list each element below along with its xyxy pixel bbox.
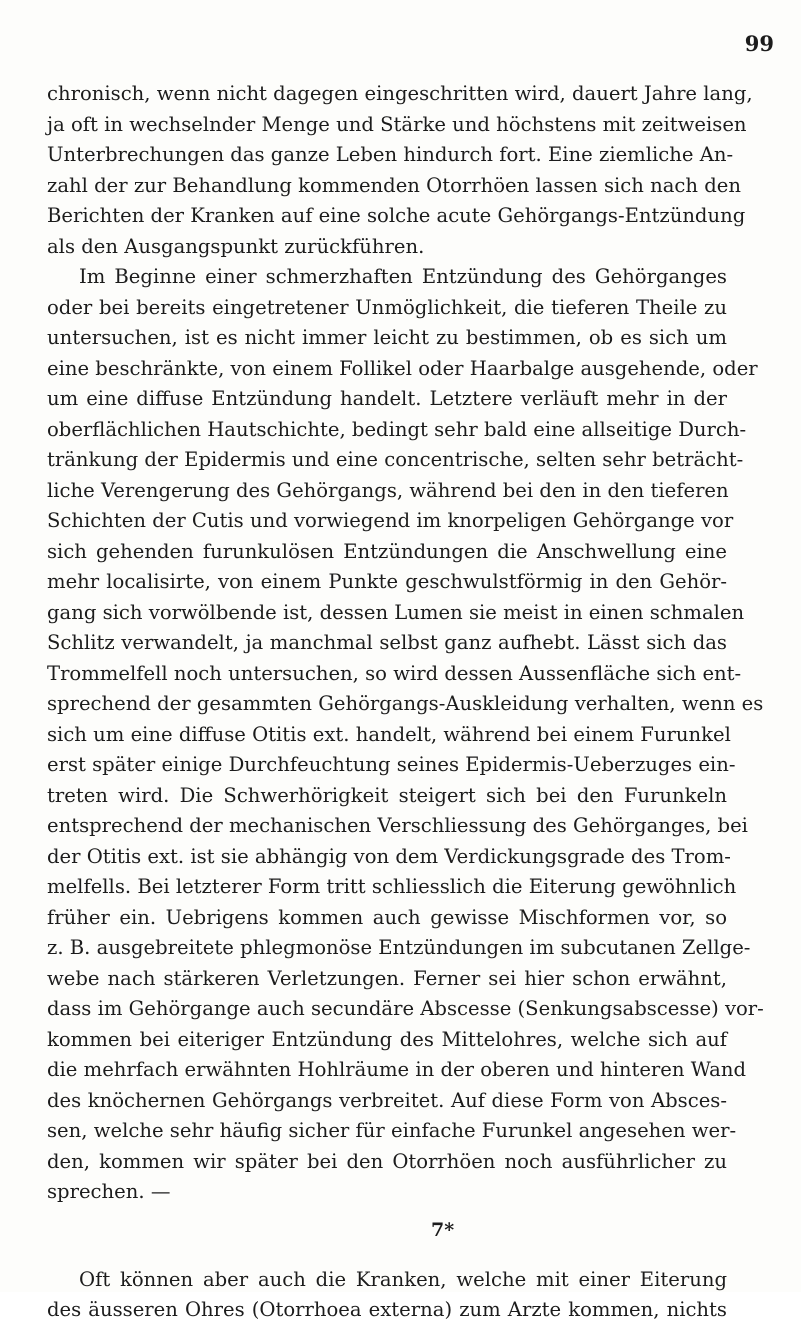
page-number: 99 — [744, 31, 774, 56]
text-line: sich um eine diffuse Otitis ext. handelt, während bei einem Furunkel — [47, 722, 731, 746]
text-line: z. B. ausgebreitete phlegmonöse Entzündungen im subcutanen Zellge- — [47, 936, 751, 959]
text-line: als den Ausgangspunkt zurückführen. — [47, 234, 425, 258]
text-line: der Otitis ext. ist sie abhängig von dem Verdickungsgrade des Trom- — [47, 844, 731, 868]
text-line: sprechen. — — [47, 1180, 171, 1203]
text-line: liche Verengerung des Gehörgangs, während bei den in den tieferen — [47, 478, 729, 502]
text-line: sprechend der gesammten Gehörgangs-Auskleidung verhalten, wenn es — [47, 692, 764, 715]
text-line: ja oft in wechselnder Menge und Stärke und höchstens mit zeitweisen — [47, 112, 747, 136]
paragraph-3 — [47, 1265, 727, 1326]
text-line: treten wird. Die Schwerhörigkeit steigert sich bei den Furunkeln — [47, 783, 727, 807]
text-line: Trommelfell noch untersuchen, so wird dessen Aussenfläche sich ent- — [47, 661, 742, 685]
text-line: Im Beginne einer schmerzhaften Entzündung des Gehörganges — [79, 265, 727, 288]
text-line: webe nach stärkeren Verletzungen. Ferner sei hier schon erwähnt, — [47, 966, 727, 990]
text-line: früher ein. Uebrigens kommen auch gewisse Mischformen vor, so — [47, 905, 727, 929]
text-line: des äusseren Ohres (Otorrhoea externa) zum Arzte kommen, nichts — [47, 1298, 727, 1321]
text-line: des knöchernen Gehörgangs verbreitet. Auf diese Form von Absces- — [47, 1088, 727, 1112]
text-line: zahl der zur Behandlung kommenden Otorrhöen lassen sich nach den — [47, 173, 741, 197]
body-text — [47, 79, 764, 1326]
text-line: Schichten der Cutis und vorwiegend im knorpeligen Gehörgange vor — [47, 509, 734, 532]
paragraph-1 — [47, 79, 753, 262]
paragraph-2 — [47, 262, 764, 1208]
text-line: Berichten der Kranken auf eine solche acute Gehörgangs-Entzündung — [47, 204, 746, 227]
text-line: Schlitz verwandelt, ja manchmal selbst ganz aufhebt. Lässt sich das — [47, 631, 727, 654]
text-line: um eine diffuse Entzündung handelt. Letztere verläuft mehr in der — [47, 387, 727, 410]
text-line: oder bei bereits eingetretener Unmöglichkeit, die tieferen Theile zu — [47, 295, 727, 319]
text-line: entsprechend der mechanischen Verschliessung des Gehörganges, bei — [47, 814, 748, 837]
text-line: sich gehenden furunkulösen Entzündungen die Anschwellung eine — [47, 539, 727, 563]
text-line: melfells. Bei letzterer Form tritt schliesslich die Eiterung gewöhnlich — [47, 875, 737, 898]
text-line: untersuchen, ist es nicht immer leicht zu bestimmen, ob es sich um — [47, 326, 727, 349]
text-line: die mehrfach erwähnten Hohlräume in der oberen und hinteren Wand — [47, 1058, 747, 1081]
text-line: mehr localisirte, von einem Punkte geschwulstförmig in den Gehör- — [47, 570, 727, 593]
printer-signature-mark: 7* — [431, 1219, 455, 1241]
text-line: gang sich vorwölbende ist, dessen Lumen sie meist in einen schmalen — [47, 600, 745, 624]
text-line: dass im Gehörgange auch secundäre Abscesse (Senkungsabscesse) vor- — [47, 997, 764, 1020]
paragraph-spacer — [47, 1208, 727, 1265]
text-line: chronisch, wenn nicht dagegen eingeschritten wird, dauert Jahre lang, — [47, 82, 753, 105]
text-line: sen, welche sehr häufig sicher für einfache Furunkel angesehen wer- — [47, 1119, 737, 1142]
text-line: oberflächlichen Hautschichte, bedingt sehr bald eine allseitige Durch- — [47, 417, 747, 441]
text-line: Oft können aber auch die Kranken, welche mit einer Eiterung — [79, 1267, 727, 1291]
text-line: tränkung der Epidermis und eine concentrische, selten sehr beträcht- — [47, 448, 744, 471]
text-line: eine beschränkte, von einem Follikel oder Haarbalge ausgehende, oder — [47, 356, 758, 380]
text-line: erst später einige Durchfeuchtung seines Epidermis-Ueberzuges ein- — [47, 753, 736, 776]
text-line: Unterbrechungen das ganze Leben hindurch fort. Eine ziemliche An- — [47, 143, 734, 166]
text-line: kommen bei eiteriger Entzündung des Mittelohres, welche sich auf — [47, 1027, 727, 1051]
text-line: den, kommen wir später bei den Otorrhöen noch ausführlicher zu — [47, 1149, 727, 1173]
